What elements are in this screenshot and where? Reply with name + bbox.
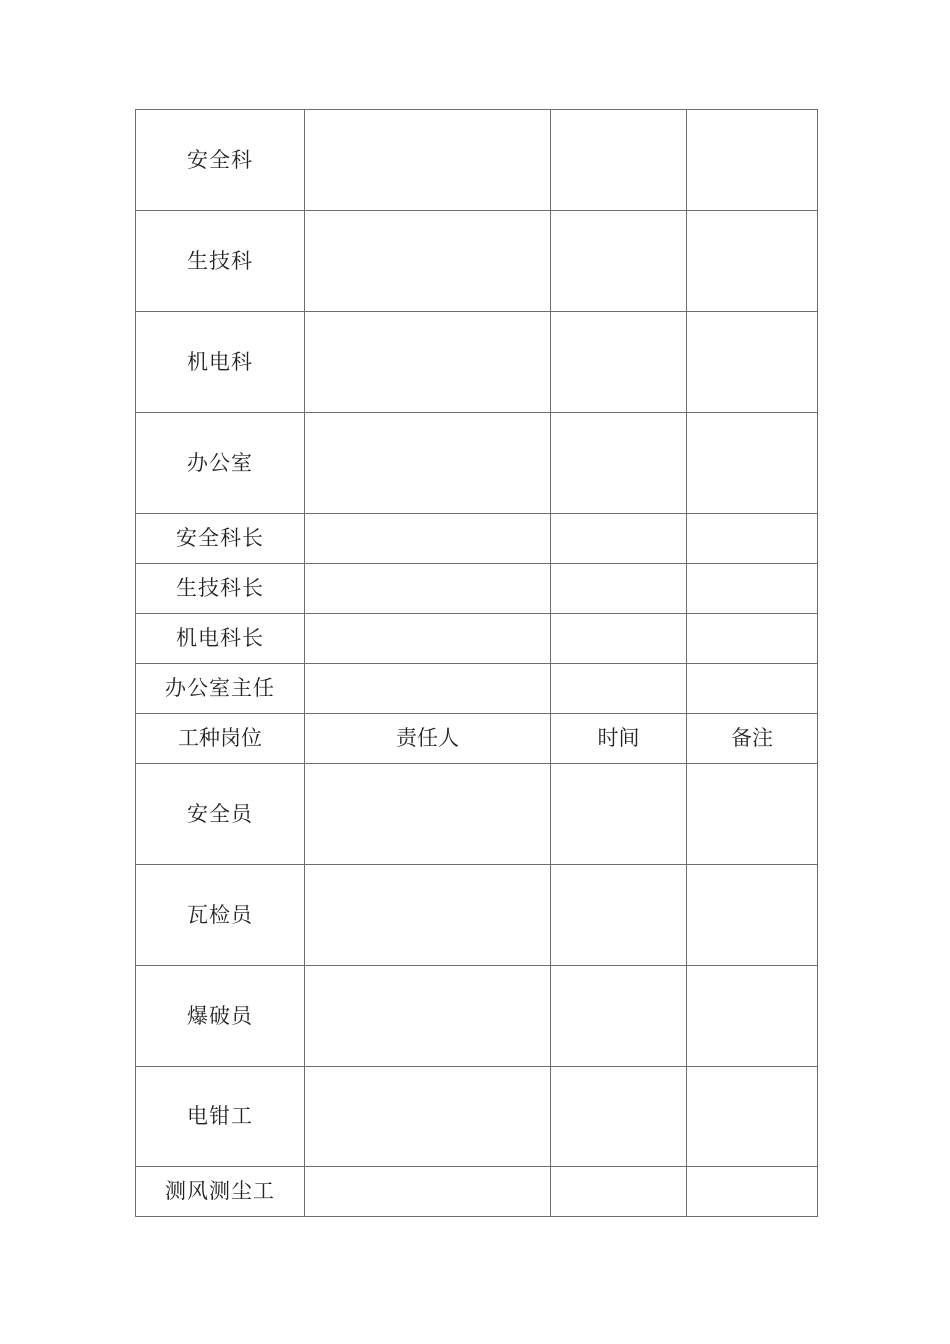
remarks-cell[interactable] (687, 614, 818, 664)
person-cell[interactable] (305, 1167, 551, 1217)
time-cell[interactable] (551, 312, 687, 413)
row-label-cell (136, 211, 305, 312)
row-label: 电钳工 (187, 1104, 253, 1128)
row-label-cell (136, 110, 305, 211)
person-cell[interactable] (305, 514, 551, 564)
time-cell[interactable] (551, 564, 687, 614)
row-label-cell (136, 1167, 305, 1217)
remarks-cell[interactable] (687, 413, 818, 514)
time-cell[interactable] (551, 614, 687, 664)
row-label: 测风测尘工 (165, 1179, 275, 1203)
row-label: 安全科 (187, 147, 253, 172)
row-label: 生技科 (187, 248, 253, 273)
time-cell[interactable] (551, 211, 687, 312)
time-cell[interactable] (551, 865, 687, 966)
person-cell[interactable] (305, 865, 551, 966)
table-row (136, 664, 818, 714)
header-remarks: 备注 (687, 714, 818, 764)
person-cell[interactable] (305, 764, 551, 865)
row-label-cell (136, 564, 305, 614)
header-time: 时间 (551, 714, 687, 764)
remarks-cell[interactable] (687, 1067, 818, 1167)
table-row (136, 764, 818, 865)
time-cell[interactable] (551, 764, 687, 865)
person-cell[interactable] (305, 966, 551, 1067)
person-cell[interactable] (305, 413, 551, 514)
person-cell[interactable] (305, 312, 551, 413)
row-label-cell (136, 312, 305, 413)
row-label-cell (136, 764, 305, 865)
table-row (136, 211, 818, 312)
table-row (136, 966, 818, 1067)
time-cell[interactable] (551, 514, 687, 564)
remarks-cell[interactable] (687, 211, 818, 312)
table-top-section (136, 110, 818, 1217)
remarks-cell[interactable] (687, 1167, 818, 1217)
row-label: 安全员 (187, 801, 253, 826)
row-label-cell (136, 514, 305, 564)
row-label: 机电科长 (176, 626, 264, 650)
row-label-cell (136, 865, 305, 966)
remarks-cell[interactable] (687, 664, 818, 714)
row-label: 机电科 (187, 349, 253, 374)
time-cell[interactable] (551, 664, 687, 714)
remarks-cell[interactable] (687, 514, 818, 564)
row-label-cell (136, 966, 305, 1067)
table-row (136, 1067, 818, 1167)
time-cell[interactable] (551, 110, 687, 211)
row-label-cell (136, 413, 305, 514)
row-label: 安全科长 (176, 526, 264, 550)
row-label-cell (136, 614, 305, 664)
remarks-cell[interactable] (687, 764, 818, 865)
person-cell[interactable] (305, 110, 551, 211)
row-label-cell (136, 1067, 305, 1167)
person-cell[interactable] (305, 564, 551, 614)
remarks-cell[interactable] (687, 312, 818, 413)
row-label: 办公室主任 (165, 676, 275, 700)
time-cell[interactable] (551, 1067, 687, 1167)
table-header-row (136, 714, 818, 764)
responsibility-table (135, 109, 818, 1217)
remarks-cell[interactable] (687, 966, 818, 1067)
row-label: 办公室 (187, 450, 253, 475)
person-cell[interactable] (305, 614, 551, 664)
person-cell[interactable] (305, 664, 551, 714)
table-row (136, 413, 818, 514)
person-cell[interactable] (305, 211, 551, 312)
table-row (136, 312, 818, 413)
remarks-cell[interactable] (687, 564, 818, 614)
table-row (136, 865, 818, 966)
row-label: 爆破员 (187, 1003, 253, 1028)
remarks-cell[interactable] (687, 110, 818, 211)
remarks-cell[interactable] (687, 865, 818, 966)
row-label: 生技科长 (176, 576, 264, 600)
header-person: 责任人 (305, 714, 551, 764)
table-row (136, 564, 818, 614)
row-label-cell (136, 664, 305, 714)
person-cell[interactable] (305, 1067, 551, 1167)
row-label: 瓦检员 (187, 902, 253, 927)
time-cell[interactable] (551, 966, 687, 1067)
table-row (136, 514, 818, 564)
time-cell[interactable] (551, 1167, 687, 1217)
table-row (136, 110, 818, 211)
header-position: 工种岗位 (136, 714, 305, 764)
table-row (136, 1167, 818, 1217)
time-cell[interactable] (551, 413, 687, 514)
table-row (136, 614, 818, 664)
